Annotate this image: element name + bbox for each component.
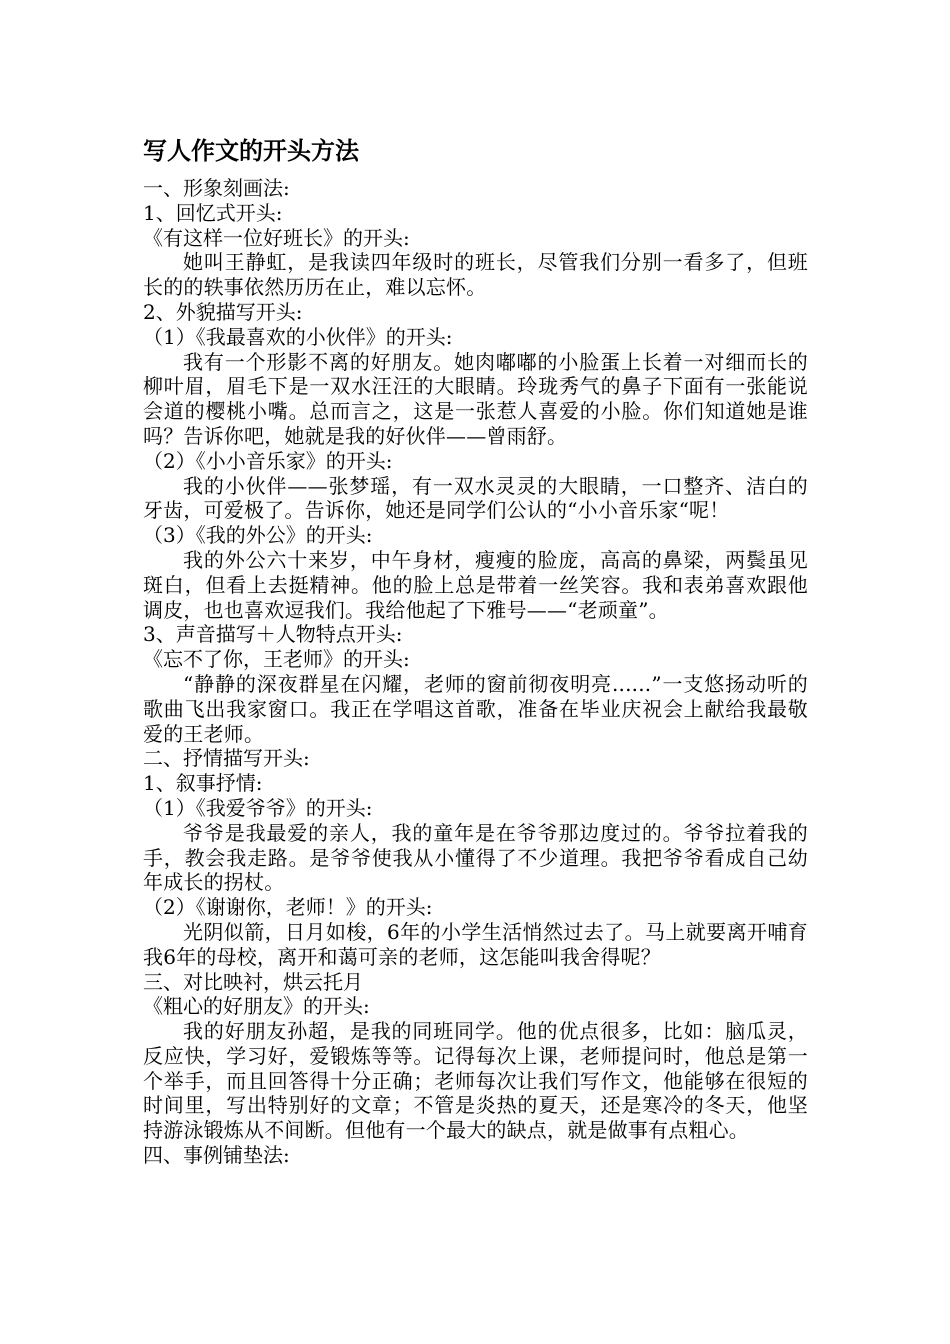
- example-paragraph: 我有一个形影不离的好朋友。她肉嘟嘟的小脸蛋上长着一对细而长的柳叶眉，眉毛下是一双水汪汪的大眼睛。玲珑秀气的鼻子下面有一张能说会道的樱桃小嘴。总而言之，这是一张惹人喜爱的小脸。你们知道她是谁吗？告诉你吧，她就是我的好伙伴——曾雨舒。: [143, 349, 808, 448]
- subsection-heading: 1、回忆式开头:: [143, 200, 283, 225]
- example-paragraph: 爷爷是我最爱的亲人，我的童年是在爷爷那边度过的。爷爷拉着我的手，教会我走路。是爷爷使我从小懂得了不少道理。我把爷爷看成自己幼年成长的拐杖。: [143, 820, 808, 895]
- example-paragraph: “静静的深夜群星在闪耀，老师的窗前彻夜明亮......”一支悠扬动听的歌曲飞出我家窗口。我正在学唱这首歌，准备在毕业庆祝会上献给我最敬爱的王老师。: [143, 671, 808, 746]
- section-heading-1: 一、形象刻画法:: [143, 176, 290, 200]
- document-title: 写人作文的开头方法: [143, 137, 359, 165]
- section-heading-2: 二、抒情描写开头:: [143, 746, 310, 771]
- example-paragraph: 我的小伙伴——张梦瑶，有一双水灵灵的大眼睛，一口整齐、洁白的牙齿，可爱极了。告诉你，她还是同学们公认的“小小音乐家“呢！: [143, 473, 808, 523]
- example-title: 《有这样一位好班长》的开头:: [143, 225, 410, 250]
- example-title: （3）《我的外公》的开头:: [143, 523, 373, 548]
- example-paragraph: 她叫王静虹，是我读四年级时的班长，尽管我们分别一看多了，但班长的的轶事依然历历在止，难以忘怀。: [143, 250, 808, 300]
- example-title: 《忘不了你，王老师》的开头:: [143, 647, 410, 672]
- example-paragraph: 我的好朋友孙超，是我的同班同学。他的优点很多，比如：脑瓜灵，反应快，学习好，爱锻炼等等。记得每次上课，老师提问时，他总是第一个举手，而且回答得十分正确；老师每次让我们写作文，他能够在很短的时间里，写出特别好的文章；不管是炎热的夏天，还是寒冷的冬天，他坚持游泳锻炼从不间断。但他有一个最大的缺点，就是做事有点粗心。: [143, 1019, 808, 1143]
- example-title: （1）《我爱爷爷》的开头:: [143, 795, 373, 820]
- example-title: （1）《我最喜欢的小伙伴》的开头:: [143, 324, 453, 349]
- subsection-heading: 3、声音描写＋人物特点开头:: [143, 622, 403, 647]
- example-title: 《粗心的好朋友》的开头:: [143, 994, 370, 1019]
- subsection-heading: 1、叙事抒情:: [143, 771, 263, 796]
- example-paragraph: 光阴似箭，日月如梭，6年的小学生活悄然过去了。马上就要离开哺育我6年的母校，离开和蔼可亲的老师，这怎能叫我舍得呢？: [143, 919, 808, 969]
- example-title: （2）《小小音乐家》的开头:: [143, 448, 393, 473]
- section-heading-4: 四、事例铺垫法:: [143, 1143, 290, 1168]
- subsection-heading: 2、外貌描写开头:: [143, 299, 303, 324]
- example-paragraph: 我的外公六十来岁，中午身材，瘦瘦的脸庞，高高的鼻梁，两鬓虽见斑白，但看上去挺精神。他的脸上总是带着一丝笑容。我和表弟喜欢跟他调皮，也也喜欢逗我们。我给他起了下雅号——“老顽童”。: [143, 547, 808, 622]
- example-title: （2）《谢谢你，老师！》的开头:: [143, 895, 433, 920]
- section-heading-3: 三、对比映衬，烘云托月: [143, 969, 363, 994]
- document-page: [143, 126, 808, 1168]
